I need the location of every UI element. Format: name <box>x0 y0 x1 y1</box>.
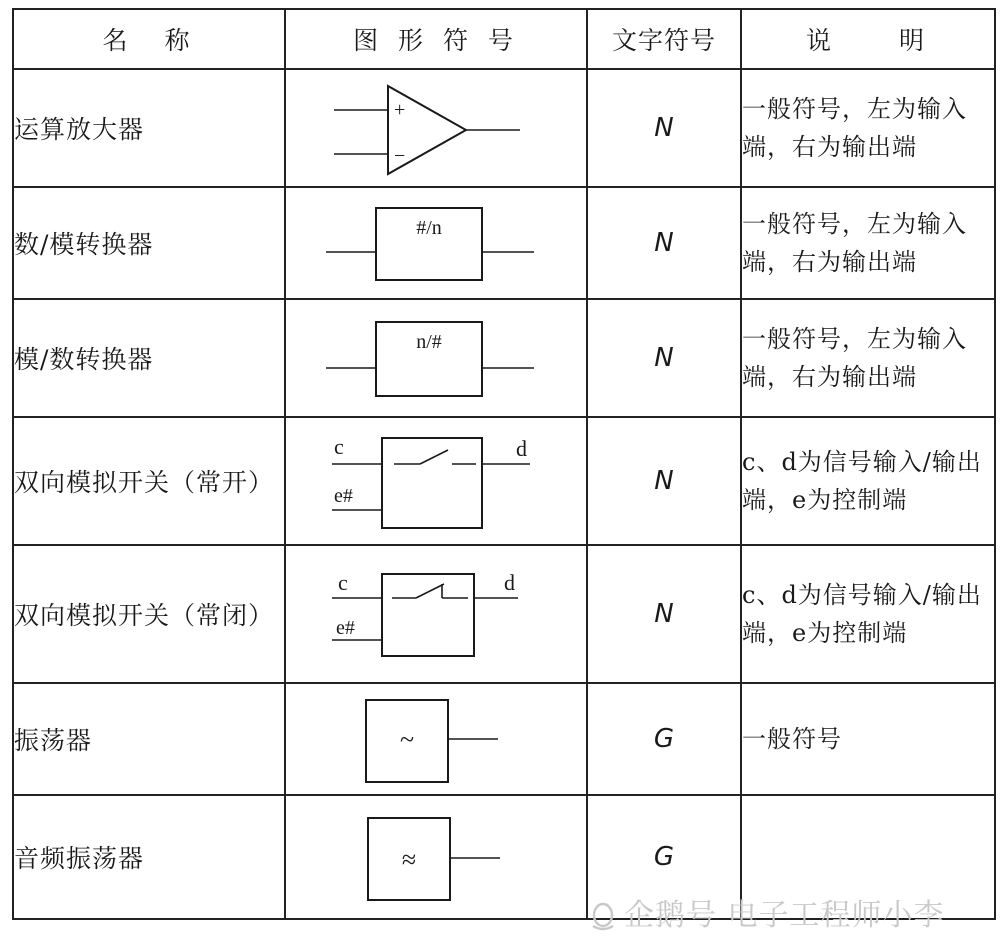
row-note: c、d为信号输入/输出端，e为控制端 <box>741 417 995 545</box>
row-name: 数/模转换器 <box>13 187 285 299</box>
op-amp-symbol <box>285 69 587 187</box>
e-label: e# <box>336 617 355 639</box>
row-name: 运算放大器 <box>13 69 285 187</box>
header-symbol: 图 形 符 号 <box>285 9 587 69</box>
row-code: N <box>587 187 741 299</box>
oscillator-symbol <box>285 683 587 795</box>
header-note: 说 明 <box>741 9 995 69</box>
row-code: N <box>587 545 741 683</box>
plus-label: + <box>394 99 406 121</box>
watermark <box>588 890 945 934</box>
row-note: c、d为信号输入/输出端，e为控制端 <box>741 545 995 683</box>
table-row <box>13 69 995 187</box>
penguin-logo-icon <box>588 902 618 932</box>
e-label: e# <box>334 485 353 507</box>
table-row <box>13 417 995 545</box>
row-name: 双向模拟开关（常闭） <box>13 545 285 683</box>
d-label: d <box>516 436 527 461</box>
tilde-label: ~ <box>399 725 415 754</box>
dac-label: #/n <box>416 217 442 239</box>
d-label: d <box>504 570 515 595</box>
row-code: G <box>587 795 741 919</box>
watermark-text: 企鹅号 电子工程师小李 <box>624 898 945 933</box>
c-label: c <box>338 570 348 595</box>
row-name: 双向模拟开关（常开） <box>13 417 285 545</box>
dac-symbol <box>285 187 587 299</box>
audio-oscillator-symbol <box>285 795 587 919</box>
symbol-table <box>12 8 996 920</box>
row-note: 一般符号 <box>741 683 995 795</box>
c-label: c <box>334 434 344 459</box>
double-tilde-label: ≈ <box>401 845 417 874</box>
row-name: 音频振荡器 <box>13 795 285 919</box>
switch-nc-symbol <box>285 545 587 683</box>
row-code: N <box>587 299 741 417</box>
header-name: 名 称 <box>13 9 285 69</box>
header-code: 文字符号 <box>587 9 741 69</box>
row-code: N <box>587 69 741 187</box>
row-code: G <box>587 683 741 795</box>
row-code: N <box>587 417 741 545</box>
minus-label: − <box>394 145 406 167</box>
row-note: 一般符号，左为输入端，右为输出端 <box>741 299 995 417</box>
adc-label: n/# <box>416 331 442 353</box>
row-name: 振荡器 <box>13 683 285 795</box>
switch-no-symbol <box>285 417 587 545</box>
table-row <box>13 187 995 299</box>
row-note: 一般符号，左为输入端，右为输出端 <box>741 187 995 299</box>
table-row <box>13 545 995 683</box>
row-name: 模/数转换器 <box>13 299 285 417</box>
table-row <box>13 683 995 795</box>
adc-symbol <box>285 299 587 417</box>
table-row <box>13 299 995 417</box>
table-header-row <box>13 9 995 69</box>
row-note: 一般符号，左为输入端，右为输出端 <box>741 69 995 187</box>
